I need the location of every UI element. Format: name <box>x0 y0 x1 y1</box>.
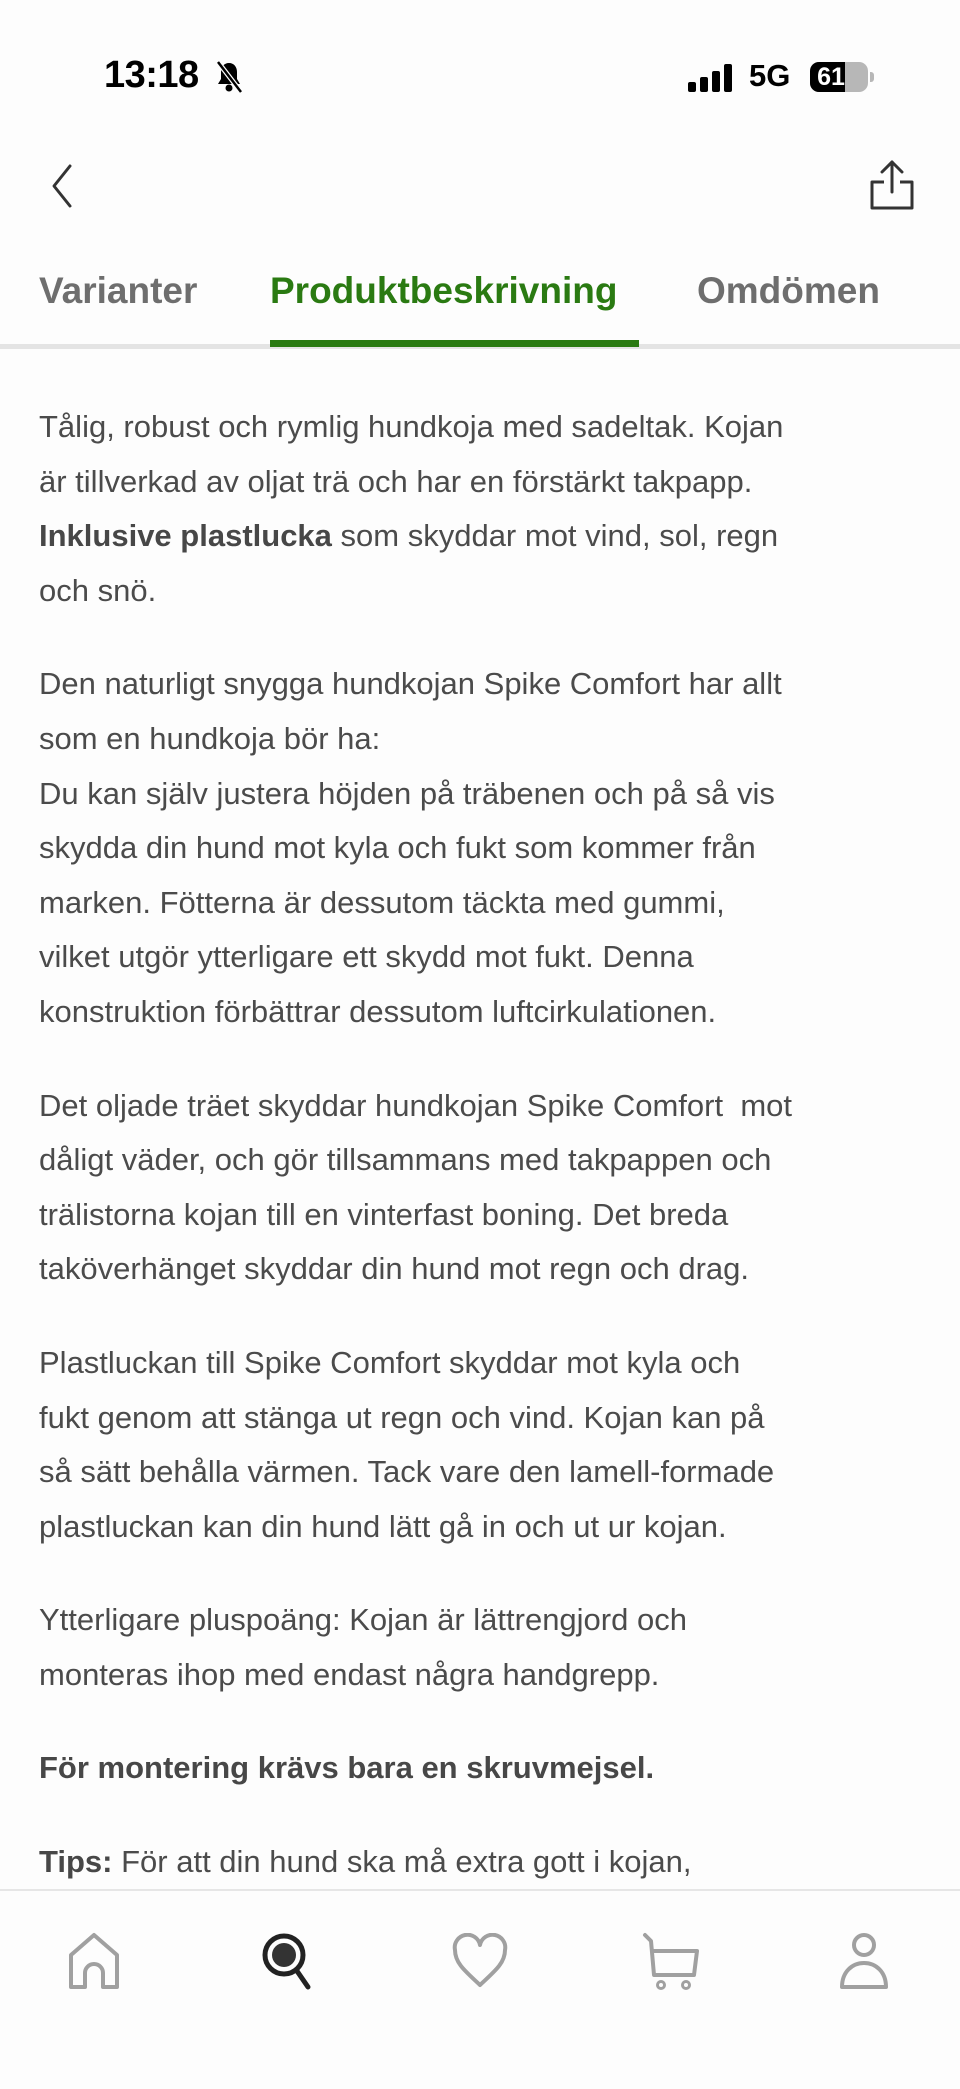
description-line <box>39 930 939 985</box>
line-text: fukt genom att stänga ut regn och vind. Kojan kan på <box>39 1399 765 1435</box>
bold-text: Inklusive plastlucka <box>39 518 332 554</box>
cart-icon <box>641 1931 703 1991</box>
nav-home[interactable] <box>62 1929 126 1993</box>
description-line <box>39 1242 939 1297</box>
back-chevron-icon[interactable] <box>48 162 78 210</box>
description-line <box>39 1079 939 1134</box>
tab-omdomen[interactable]: Omdömen <box>697 270 880 311</box>
description-line <box>39 1593 939 1648</box>
bell-muted-icon <box>214 60 244 94</box>
nav-profile[interactable] <box>832 1929 896 1993</box>
description-line <box>39 1188 939 1243</box>
description-line <box>39 712 939 767</box>
description-line <box>39 1445 939 1500</box>
description-paragraph <box>39 1593 939 1702</box>
line-text: Det oljade träet skyddar hundkojan Spike Comfort mot <box>39 1087 792 1123</box>
line-text: plastluckan kan din hund lätt gå in och ut ur kojan. <box>39 1508 727 1544</box>
battery-tip <box>870 72 874 82</box>
network-type: 5G <box>749 58 791 93</box>
profile-icon <box>839 1931 889 1991</box>
description-line <box>39 767 939 822</box>
nav-search[interactable] <box>256 1929 320 1993</box>
product-description <box>39 400 939 1929</box>
line-text: konstruktion förbättrar dessutom luftcirkulationen. <box>39 993 717 1029</box>
search-icon <box>260 1931 316 1991</box>
active-tab-indicator <box>270 340 639 347</box>
description-line <box>39 876 939 931</box>
line-text: som en hundkoja bör ha: <box>39 720 381 756</box>
nav-cart[interactable] <box>640 1929 704 1993</box>
description-line <box>39 509 939 564</box>
battery-level: 61 <box>817 63 845 91</box>
line-text: skydda din hund mot kyla och fukt som kommer från <box>39 830 756 866</box>
line-text: Plastluckan till Spike Comfort skyddar mot kyla och <box>39 1344 741 1380</box>
line-text: Den naturligt snygga hundkojan Spike Comfort har allt <box>39 666 782 702</box>
bold-text: Tips: <box>39 1844 113 1880</box>
description-paragraph <box>39 1835 939 1890</box>
description-paragraph <box>39 657 939 1039</box>
description-line <box>39 564 939 619</box>
description-line <box>39 1835 939 1890</box>
line-text: Ytterligare pluspoäng: Kojan är lättrengjord och <box>39 1602 687 1638</box>
top-nav <box>0 150 960 220</box>
description-line <box>39 1648 939 1703</box>
description-line <box>39 821 939 876</box>
line-text: trälistorna kojan till en vinterfast boning. Det breda <box>39 1196 729 1232</box>
line-text: som skyddar mot vind, sol, regn <box>331 518 779 554</box>
tab-varianter[interactable]: Varianter <box>39 270 198 311</box>
tab-produktbeskrivning[interactable]: Produktbeskrivning <box>270 270 618 311</box>
line-text: så sätt behålla värmen. Tack vare den lamell-formade <box>39 1454 775 1490</box>
description-line <box>39 1741 939 1796</box>
description-line <box>39 400 939 455</box>
status-bar <box>0 52 960 104</box>
home-icon <box>67 1931 121 1991</box>
nav-favorites[interactable] <box>448 1929 512 1993</box>
description-paragraph <box>39 400 939 618</box>
heart-icon <box>451 1933 509 1989</box>
description-line <box>39 455 939 510</box>
line-text: För att din hund ska må extra gott i kojan, <box>112 1844 692 1880</box>
bottom-tab-bar <box>0 1889 960 2089</box>
status-time: 13:18 <box>104 54 199 96</box>
description-line <box>39 1336 939 1391</box>
signal-icon <box>688 64 736 92</box>
line-text: och snö. <box>39 572 157 608</box>
line-text: är tillverkad av oljat trä och har en förstärkt takpapp. <box>39 463 753 499</box>
line-text: taköverhänget skyddar din hund mot regn och drag. <box>39 1251 750 1287</box>
battery-icon <box>810 62 868 92</box>
description-paragraph <box>39 1079 939 1297</box>
description-paragraph <box>39 1741 939 1796</box>
share-icon[interactable] <box>868 158 916 214</box>
description-line <box>39 1133 939 1188</box>
bold-text: För montering krävs bara en skruvmejsel. <box>39 1750 655 1786</box>
description-line <box>39 1500 939 1555</box>
description-paragraph <box>39 1336 939 1554</box>
tab-bar <box>0 262 960 349</box>
description-line <box>39 657 939 712</box>
description-line <box>39 1391 939 1446</box>
description-line <box>39 985 939 1040</box>
line-text: monteras ihop med endast några handgrepp. <box>39 1656 660 1692</box>
line-text: Tålig, robust och rymlig hundkoja med sadeltak. Kojan <box>39 409 784 444</box>
line-text: vilket utgör ytterligare ett skydd mot fukt. Denna <box>39 939 694 975</box>
line-text: Du kan själv justera höjden på träbenen och på så vis <box>39 775 775 811</box>
line-text: marken. Fötterna är dessutom täckta med gummi, <box>39 884 725 920</box>
line-text: dåligt väder, och gör tillsammans med takpappen och <box>39 1142 772 1178</box>
